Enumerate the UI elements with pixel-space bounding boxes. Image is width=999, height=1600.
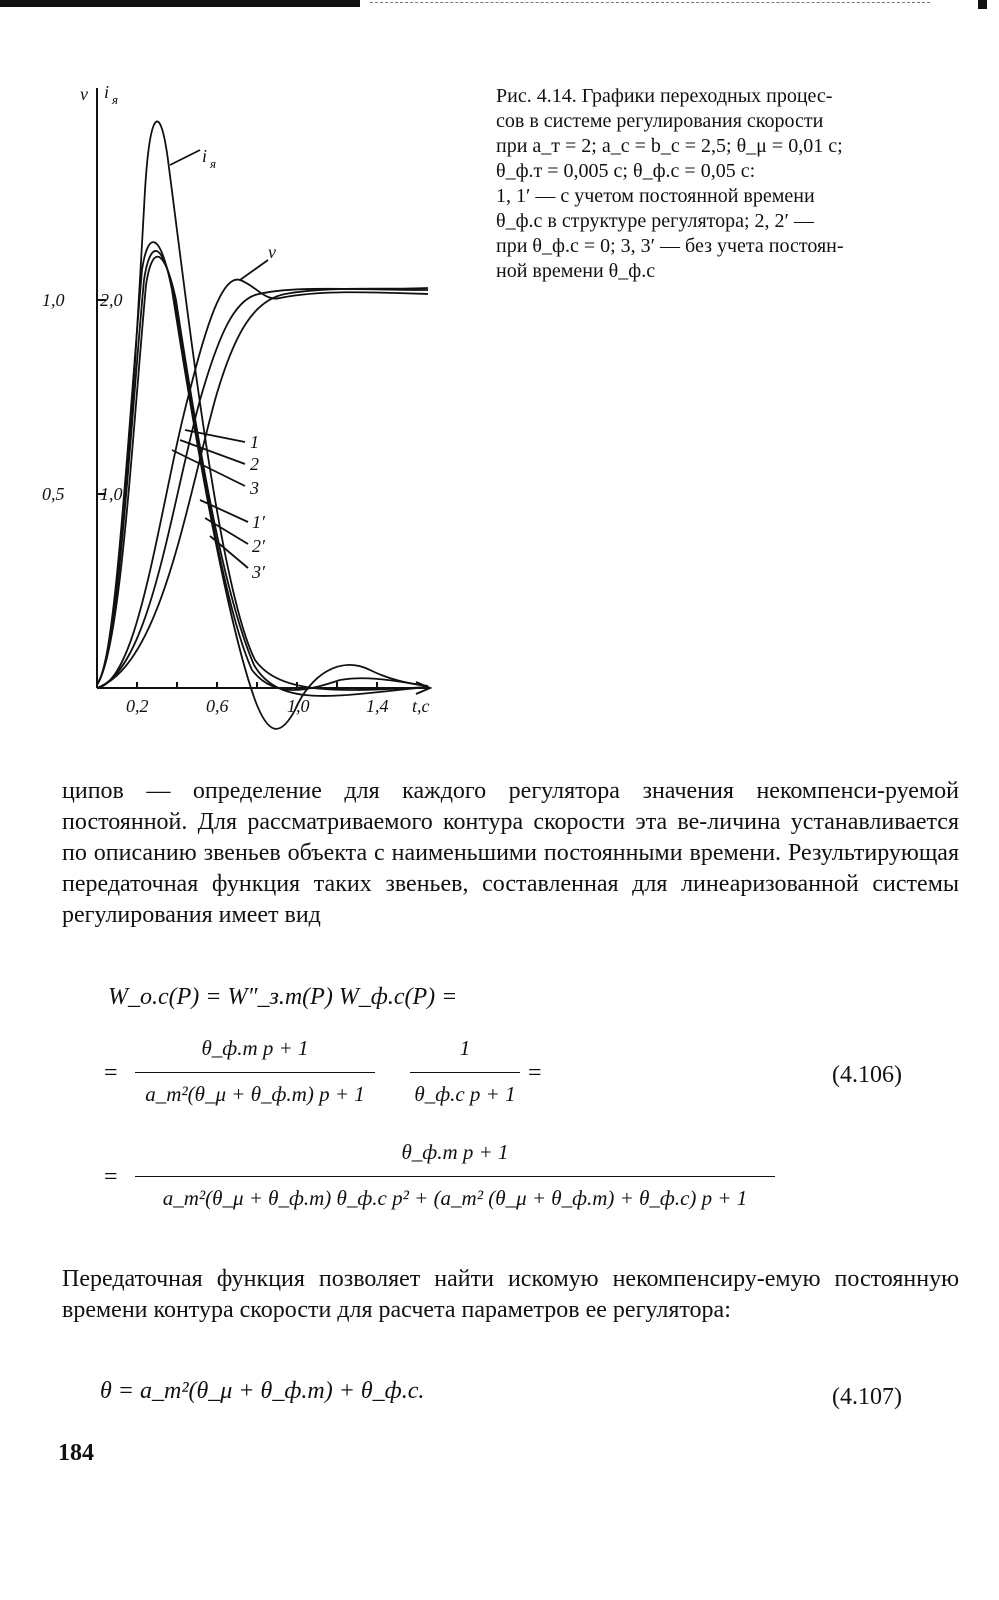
frac1-numerator: θ_ф.т p + 1	[201, 1036, 309, 1060]
frac1-denominator: a_т²(θ_μ + θ_ф.т) p + 1	[145, 1082, 365, 1106]
page-number: 184	[58, 1440, 94, 1466]
tick-x-10: 1,0	[287, 696, 310, 716]
tick-x-06: 0,6	[206, 696, 229, 716]
axis-label-i: i	[104, 82, 110, 102]
eq-equals: =	[104, 1060, 118, 1086]
tick-v-05: 0,5	[42, 484, 65, 504]
caption-line: Рис. 4.14. Графики переходных процес-	[496, 85, 833, 107]
caption-line: при a_т = 2; a_с = b_с = 2,5; θ_μ = 0,01 с;	[496, 135, 843, 157]
eq-equals: =	[528, 1060, 542, 1086]
scan-edge-dashes	[370, 2, 930, 3]
curve-2-prime	[97, 251, 428, 690]
eq-106-number: (4.106)	[832, 1062, 902, 1088]
frac2-numerator: 1	[459, 1036, 471, 1060]
paragraph-2: Передаточная функция позволяет найти искомую некомпенсиру-емую постоянную времени контура скорости для расчета параметров ее регулятора:	[62, 1266, 959, 1323]
label-2p: 2′	[252, 536, 265, 556]
frac2-denominator: θ_ф.с p + 1	[414, 1082, 516, 1106]
label-2: 2	[250, 454, 259, 474]
x-axis-label: t,c	[412, 696, 430, 716]
eq-107: θ = a_т²(θ_μ + θ_ф.т) + θ_ф.с.	[100, 1378, 425, 1404]
curve-v-2	[97, 289, 428, 688]
scan-edge-bar	[0, 0, 360, 7]
frac3-line	[135, 1176, 775, 1177]
axis-label-v: v	[80, 84, 88, 104]
tick-i-2: 2,0	[100, 290, 123, 310]
curve-v-3	[97, 288, 428, 688]
curve-3-prime	[97, 257, 428, 696]
label-v: v	[268, 242, 276, 262]
caption-line: ной времени θ_ф.с	[496, 260, 656, 282]
frac2-line	[410, 1072, 520, 1073]
eq-106-lhs: W_о.с(P) = W″_з.т(P) W_ф.с(P) =	[108, 984, 458, 1010]
tick-x-14: 1,4	[366, 696, 389, 716]
curve-ia	[97, 121, 428, 690]
eq-107-number: (4.107)	[832, 1384, 902, 1410]
frac3-numerator: θ_ф.т p + 1	[401, 1140, 509, 1164]
tick-i-1: 1,0	[100, 484, 123, 504]
figure-caption	[496, 84, 956, 284]
caption-line: 1, 1′ — с учетом постоянной времени	[496, 185, 815, 207]
curve-1-prime	[97, 242, 428, 729]
label-ia-sub: я	[210, 156, 217, 171]
caption-line: θ_ф.т = 0,005 с; θ_ф.с = 0,05 с:	[496, 160, 756, 182]
label-ia: i	[202, 146, 208, 166]
frac3-denominator: a_т²(θ_μ + θ_ф.т) θ_ф.с p² + (a_т² (θ_μ + θ_ф.т) + θ_ф.с) p + 1	[162, 1186, 748, 1210]
transient-graph	[40, 70, 460, 750]
axis-label-i-sub: я	[112, 92, 119, 107]
scan-edge-mark	[978, 0, 987, 9]
label-3p: 3′	[252, 562, 265, 582]
paragraph-1: ципов — определение для каждого регулятора значения некомпенси-руемой постоянной. Для рассматриваемого контура скорости эта ве-личина устанавливается по описанию звеньев объекта с наименьшими постоянными времени. Результирующая передаточная функция таких звеньев, составленная для линеаризованной системы регулирования имеет вид	[62, 778, 959, 928]
curve-v-1	[97, 280, 428, 688]
caption-line: при θ_ф.с = 0; 3, 3′ — без учета постоян-	[496, 235, 844, 257]
label-3: 3	[250, 478, 259, 498]
caption-line: θ_ф.с в структуре регулятора; 2, 2′ —	[496, 210, 814, 232]
caption-line: сов в системе регулирования скорости	[496, 110, 824, 132]
tick-x-02: 0,2	[126, 696, 149, 716]
frac1-line	[135, 1072, 375, 1073]
label-1p: 1′	[252, 512, 265, 532]
eq-equals: =	[104, 1164, 118, 1190]
label-1: 1	[250, 432, 259, 452]
tick-v-1: 1,0	[42, 290, 65, 310]
